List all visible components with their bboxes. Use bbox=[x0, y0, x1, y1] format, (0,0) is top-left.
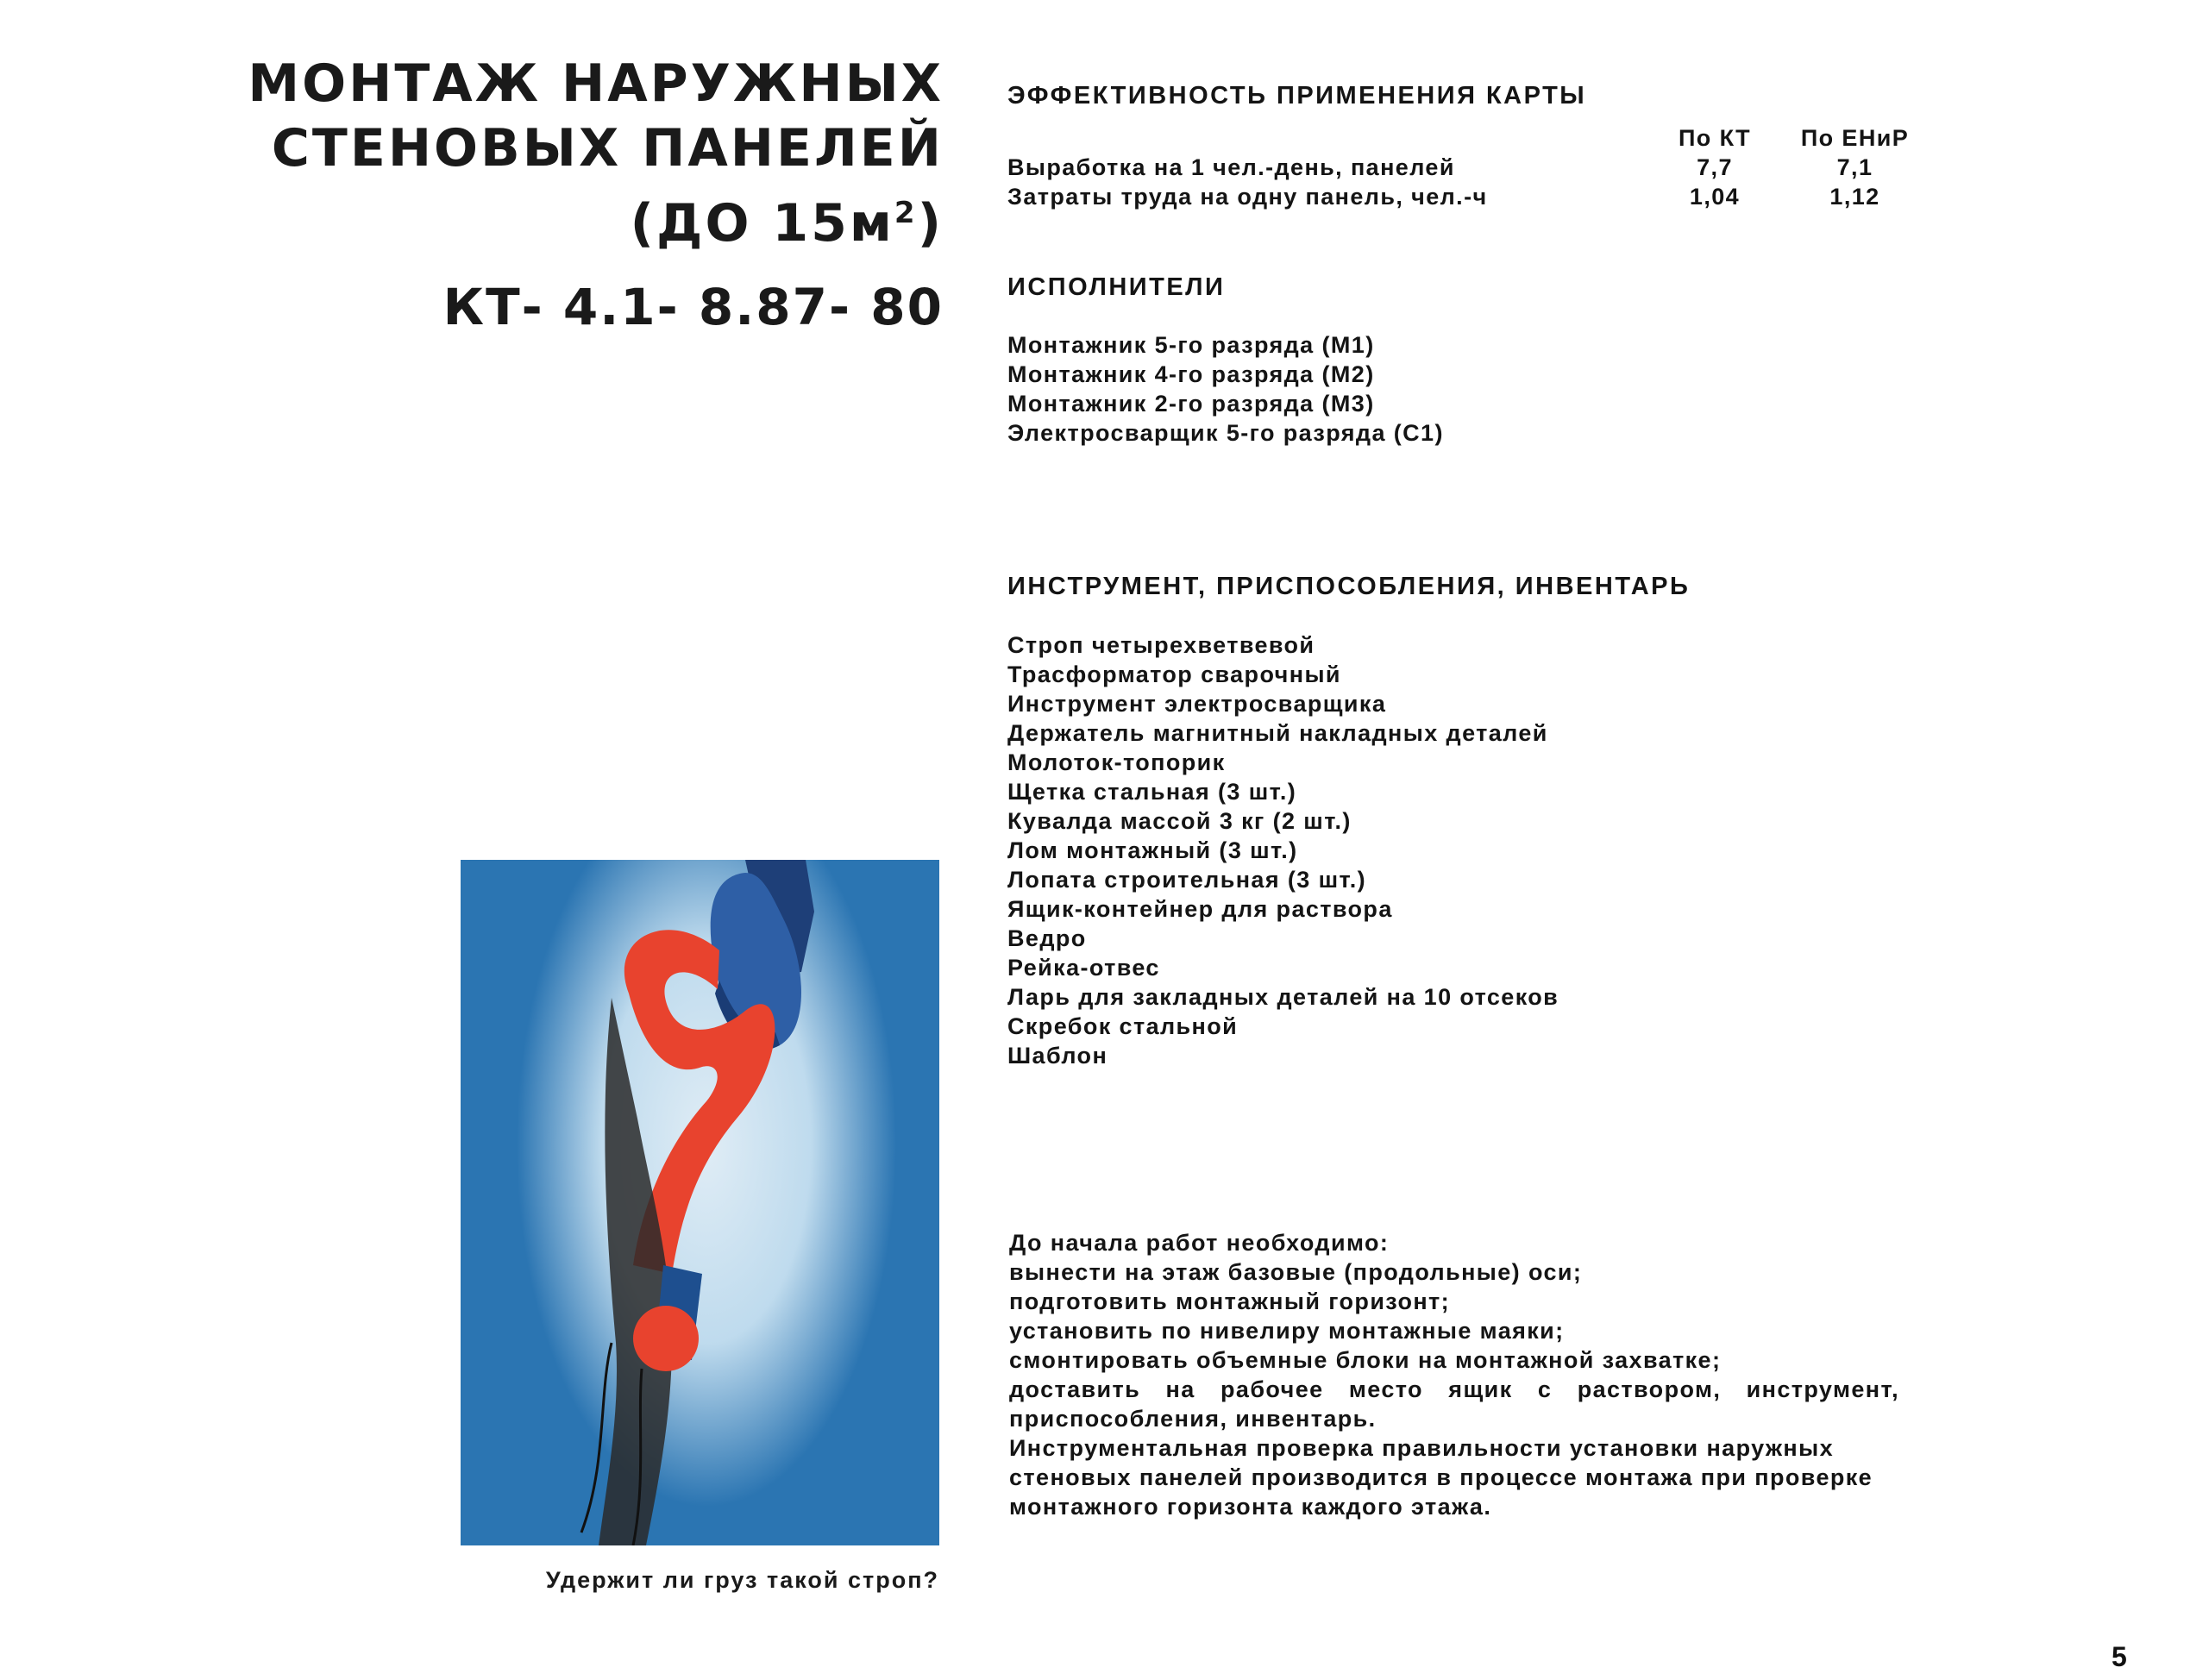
performers-heading: ИСПОЛНИТЕЛИ bbox=[1007, 273, 1226, 301]
efficiency-header-row bbox=[1007, 123, 1926, 153]
value-enir: 7,1 bbox=[1836, 154, 1873, 180]
performers-list bbox=[1007, 330, 1444, 448]
list-item: Держатель магнитный накладных деталей bbox=[1007, 720, 1548, 746]
title-line-3-main: (ДО 15м bbox=[630, 193, 894, 254]
list-item: Ларь для закладных деталей на 10 отсеков bbox=[1007, 984, 1559, 1010]
list-item: Лом монтажный (3 шт.) bbox=[1007, 837, 1298, 863]
title-line-1: МОНТАЖ НАРУЖНЫХ bbox=[248, 53, 944, 114]
preparation-line: Инструментальная проверка правильности установки наружных bbox=[1009, 1435, 1834, 1461]
question-mark-dot-icon bbox=[633, 1306, 699, 1371]
list-item: Шаблон bbox=[1007, 1043, 1108, 1069]
list-item: Рейка-отвес bbox=[1007, 955, 1160, 981]
efficiency-header-label bbox=[1007, 123, 1646, 153]
efficiency-table bbox=[1007, 123, 1926, 211]
title-superscript: 2 bbox=[894, 196, 918, 230]
list-item: Ведро bbox=[1007, 925, 1087, 951]
column-header-enir: По ЕНиР bbox=[1800, 125, 1910, 151]
preparation-line: приспособления, инвентарь. bbox=[1009, 1406, 1377, 1432]
preparation-text bbox=[1009, 1228, 1899, 1521]
value-kt: 1,04 bbox=[1689, 184, 1741, 210]
page-number: 5 bbox=[2112, 1641, 2127, 1672]
list-item: Монтажник 5-го разряда (М1) bbox=[1007, 332, 1375, 358]
preparation-line: смонтировать объемные блоки на монтажной захватке; bbox=[1009, 1347, 1722, 1373]
column-header-kt: По КТ bbox=[1678, 125, 1752, 151]
preparation-line: установить по нивелиру монтажные маяки; bbox=[1009, 1318, 1565, 1344]
page-title bbox=[167, 52, 944, 256]
preparation-line: монтажного горизонта каждого этажа. bbox=[1009, 1494, 1492, 1520]
list-item: Кувалда массой 3 кг (2 шт.) bbox=[1007, 808, 1352, 834]
list-item: Ящик-контейнер для раствора bbox=[1007, 896, 1393, 922]
row-label: Выработка на 1 чел.-день, панелей bbox=[1007, 154, 1455, 180]
table-row bbox=[1007, 153, 1926, 182]
list-item: Молоток-топорик bbox=[1007, 749, 1226, 775]
list-item: Монтажник 2-го разряда (М3) bbox=[1007, 391, 1375, 417]
illustration-caption: Удержит ли груз такой строп? bbox=[545, 1567, 939, 1593]
list-item: Скребок стальной bbox=[1007, 1013, 1239, 1039]
list-item: Лопата строительная (3 шт.) bbox=[1007, 867, 1367, 893]
preparation-line: подготовить монтажный горизонт; bbox=[1009, 1288, 1451, 1314]
sling-hook-illustration bbox=[461, 860, 939, 1545]
title-line-2: СТЕНОВЫХ ПАНЕЛЕЙ bbox=[271, 118, 944, 179]
illustration-sling-question bbox=[461, 860, 939, 1545]
preparation-line: вынести на этаж базовые (продольные) оси; bbox=[1009, 1259, 1583, 1285]
title-line-3-close: ) bbox=[917, 193, 944, 254]
list-item: Трасформатор сварочный bbox=[1007, 661, 1341, 687]
title-line-3 bbox=[167, 181, 944, 256]
preparation-line: стеновых панелей производится в процессе монтажа при проверке bbox=[1009, 1464, 1873, 1490]
value-enir: 1,12 bbox=[1829, 184, 1880, 210]
table-row bbox=[1007, 182, 1926, 211]
row-label: Затраты труда на одну панель, чел.-ч bbox=[1007, 184, 1488, 210]
document-code: КТ- 4.1- 8.87- 80 bbox=[442, 278, 944, 336]
preparation-line: доставить на рабочее место ящик с раствором, инструмент, bbox=[1009, 1376, 1899, 1402]
list-item: Монтажник 4-го разряда (М2) bbox=[1007, 361, 1375, 387]
preparation-line: До начала работ необходимо: bbox=[1009, 1230, 1390, 1256]
efficiency-heading: ЭФФЕКТИВНОСТЬ ПРИМЕНЕНИЯ КАРТЫ bbox=[1007, 82, 1587, 110]
list-item: Электросварщик 5-го разряда (С1) bbox=[1007, 420, 1444, 446]
value-kt: 7,7 bbox=[1697, 154, 1733, 180]
tools-list bbox=[1007, 630, 1559, 1070]
list-item: Строп четырехветвевой bbox=[1007, 632, 1315, 658]
tools-heading: ИНСТРУМЕНТ, ПРИСПОСОБЛЕНИЯ, ИНВЕНТАРЬ bbox=[1007, 573, 1691, 600]
list-item: Инструмент электросварщика bbox=[1007, 691, 1387, 717]
list-item: Щетка стальная (3 шт.) bbox=[1007, 779, 1297, 805]
